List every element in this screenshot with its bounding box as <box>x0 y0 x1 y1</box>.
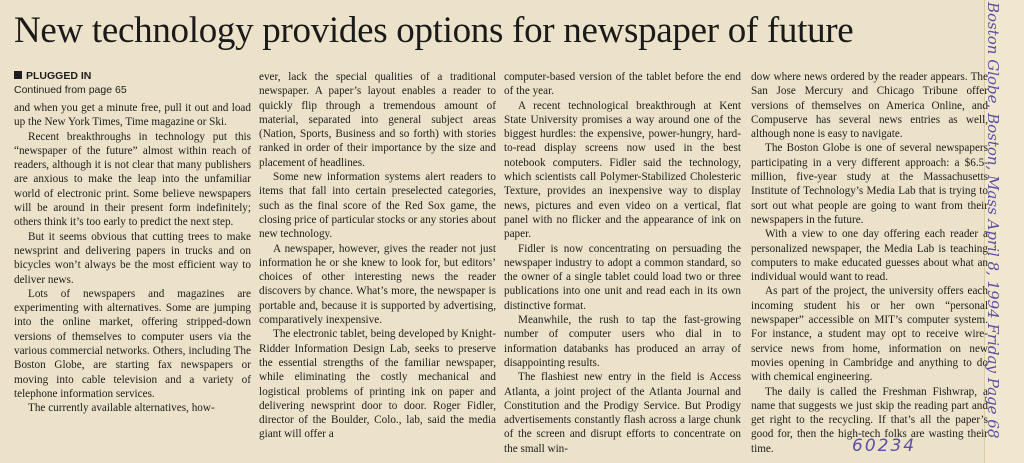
paragraph: But it seems obvious that cutting trees to make newsprint and delivering papers in trucks and on bicycles won’t always be the most efficient way to deliver news. <box>14 230 251 286</box>
headline: New technology provides options for newspaper of future <box>14 10 854 51</box>
paragraph: Meanwhile, the rush to tap the fast-growing number of computer users who dial in to information databanks has produced an array of disappointing results. <box>504 314 741 369</box>
paragraph: With a view to one day offering each reader a personalized newspaper, the Media Lab is teaching computers to make educated guesses about what an individual would want to read. <box>751 228 988 284</box>
kicker-label: PLUGGED IN <box>26 70 92 82</box>
handwritten-source-note <box>974 2 1024 462</box>
column-2 <box>259 70 496 458</box>
paragraph: The electronic tablet, being developed by Knight-Ridder Information Design Lab, seeks to preserve the essential strengths of the familiar newspaper, while eliminating the costly mechanical and logistical problems of printing ink on paper and delivering newsprint door to door. Roger Fidler, director of the Boulder, Colo., lab, said the media giant will offer a <box>259 328 496 441</box>
paragraph: Recent breakthroughs in technology put this “newspaper of the future” almost within reach of readers, although it is not clear that many publishers are anxious to make the leap into the unfamiliar world of electronic print. Some believe newspapers will be around in their present form indefinitely; others think it’s too early to predict the next step. <box>14 130 251 229</box>
handwritten-page-number: 60234 <box>852 436 917 456</box>
paragraph: Some new information systems alert readers to items that fall into certain preselected categories, such as the final score of the Red Sox game, the closing price of particular stocks or any stories about new technology. <box>259 171 496 241</box>
column-1 <box>14 70 251 458</box>
paragraph: Fidler is now concentrating on persuading the newspaper industry to adopt a common standard, so the owner of a single tablet could load two or three publications into one unit and read each in its own distinctive format. <box>504 242 741 312</box>
paragraph: computer-based version of the tablet before the end of the year. <box>504 71 741 98</box>
paragraph: dow where news ordered by the reader appears. The San Jose Mercury and Chicago Tribune offer versions of themselves on America Online, and Compuserve has several news entries as well, although none is easy to navigate. <box>751 71 988 141</box>
paragraph: and when you get a minute free, pull it out and load up the New York Times, Time magazine or Ski. <box>14 102 251 129</box>
column-4 <box>751 70 988 458</box>
paragraph: Lots of newspapers and magazines are experimenting with alternatives. Some are jumping into the online market, offering stripped-down versions of themselves to computer users via the various commercial networks. Others, including The Boston Globe, are starting fax newspapers or moving into cable television and a variety of telephone information services. <box>14 287 251 400</box>
bullet-square-icon <box>14 71 22 79</box>
paragraph: As part of the project, the university offers each incoming student his or her own “personal newspaper” accessible on MIT’s computer system. For instance, a student may opt to receive wire-service news from home, information on new movies opening in Cambridge and anything to do with chemical engineering. <box>751 285 988 384</box>
paragraph: The flashiest new entry in the field is Access Atlanta, a joint project of the Atlanta Journal and Constitution and the Prodigy Service. But Prodigy advertisements constantly flash across a large chunk of the screen and disrupt efforts to concentrate on the small win- <box>504 371 741 455</box>
paragraph: A recent technological breakthrough at Kent State University promises a way around one of the biggest hurdles: the expensive, power-hungry, hard-to-read display screens now used in the best notebook computers. Fidler said the technology, which scientists call Polymer-Stabilized Cholesteric Texture, provides an inexpensive way to display news, pictures and even video on a vertical, flat panel with no flicker and the appearance of ink on paper. <box>504 99 741 241</box>
column-3 <box>504 70 741 458</box>
section-kicker <box>14 70 251 83</box>
paragraph: The Boston Globe is one of several newspapers participating in a very different approach: a $6.5-million, five-year study at the Massachusetts Institute of Technology’s Media Lab that is trying to sort out what people are going to want from their newspapers in the future. <box>751 142 988 226</box>
handwritten-source-text: Boston Globe, Boston, Mass April 8, 1994 Friday Page 68 <box>984 2 1002 439</box>
paragraph: The currently available alternatives, how- <box>28 402 215 415</box>
paragraph: The daily is called the Freshman Fishwrap, a name that suggests we just skip the reading part and get right to the recycling. If that’s all the paper’s good for, then the high-tech folks are wasting their time. <box>751 385 988 455</box>
continued-line: Continued from page 65 <box>14 84 127 96</box>
paragraph: A newspaper, however, gives the reader not just information he or she knew to look for, but editors’ choices of other interesting news the reader discovers by chance. What’s more, the newspaper is portable and, because it is supported by advertising, comparatively inexpensive. <box>259 242 496 327</box>
paragraph: ever, lack the special qualities of a traditional newspaper. A paper’s layout enables a reader to quickly flip through a tremendous amount of material, separated into general subject areas (Nation, Sports, Business and so forth) with stories ranked in order of their importance by the size and placement of headlines. <box>259 71 496 169</box>
